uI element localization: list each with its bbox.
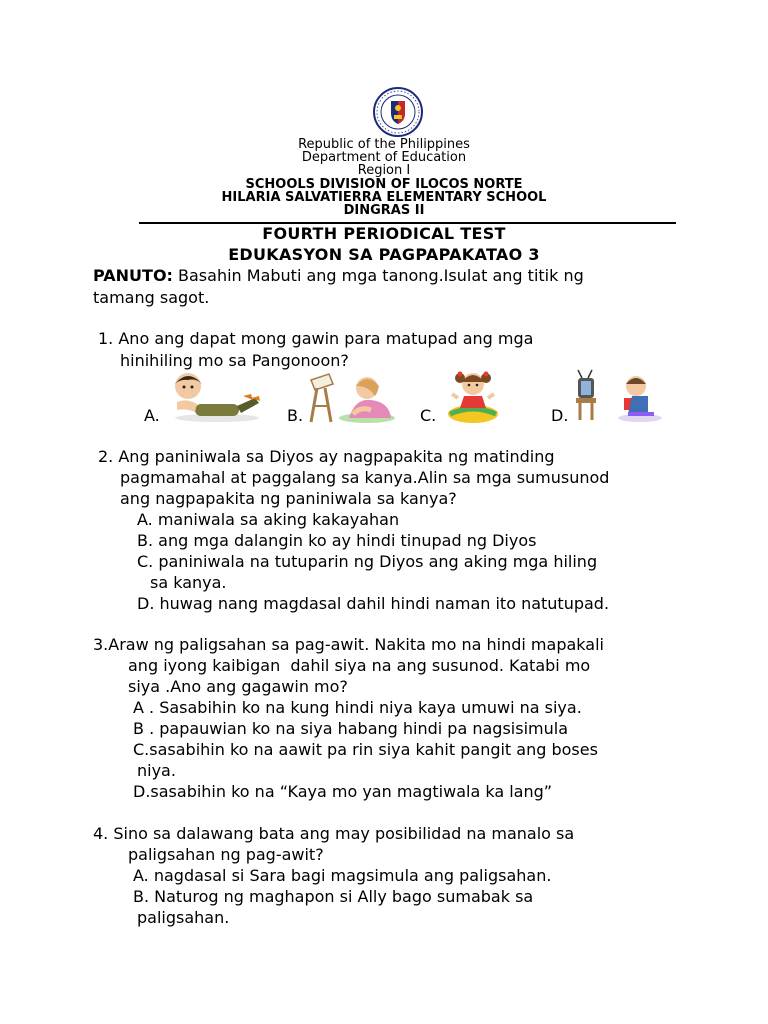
child-watching-tv-picture — [572, 368, 664, 424]
q2-option-c: C. paniniwala na tutuparin ng Diyos ang aking mga hiling — [137, 552, 598, 571]
q1-option-d: D. — [551, 406, 569, 425]
q3-option-b: B . papauwian ko na siya habang hindi pa nagsisimula — [133, 719, 568, 738]
q1-option-b: B. — [287, 406, 304, 425]
child-with-easel-picture — [305, 368, 397, 424]
q4-option-b-cont: paligsahan. — [137, 908, 230, 927]
instructions-line-2: tamang sagot. — [93, 288, 210, 307]
header-republic: Republic of the Philippines — [298, 137, 470, 152]
child-lying-picture — [165, 368, 263, 424]
q2-option-d: D. huwag nang magdasal dahil hindi naman ito natutupad. — [137, 594, 610, 613]
q4-option-a: A. nagdasal si Sara bagi magsimula ang paligsahan. — [133, 866, 552, 885]
q2-option-c-cont: sa kanya. — [150, 573, 227, 592]
header-school: HILARIA SALVATIERRA ELEMENTARY SCHOOL — [221, 190, 547, 205]
q2-line-2: pagmamahal at paggalang sa kanya.Alin sa mga sumusunod — [120, 468, 610, 487]
instructions-text: Basahin Mabuti ang mga tanong.Isulat ang titik ng — [172, 266, 584, 285]
girl-on-ball-picture — [440, 368, 506, 424]
q2-option-b: B. ang mga dalangin ko ay hindi tinupad ng Diyos — [137, 531, 537, 550]
instructions-label: PANUTO: — [93, 266, 173, 285]
q2-option-a: A. maniwala sa aking kakayahan — [137, 510, 400, 529]
q1-line-2: hinihiling mo sa Pangonoon? — [120, 351, 349, 370]
q3-option-a: A . Sasabihin ko na kung hindi niya kaya umuwi na siya. — [133, 698, 582, 717]
q1-option-a: A. — [144, 406, 160, 425]
header-region: Region I — [357, 163, 411, 178]
header-department: Department of Education — [301, 150, 467, 165]
q1-line-1: 1. Ano ang dapat mong gawin para matupad ang mga — [98, 329, 534, 348]
test-subject: EDUKASYON SA PAGPAPAKATAO 3 — [228, 245, 540, 264]
deped-seal-logo — [363, 86, 433, 138]
header-division: SCHOOLS DIVISION OF ILOCOS NORTE — [245, 177, 523, 192]
q3-option-c: C.sasabihin ko na aawit pa rin siya kahit pangit ang boses — [133, 740, 598, 759]
q4-line-2: paligsahan ng pag-awit? — [128, 845, 324, 864]
q4-option-b: B. Naturog ng maghapon si Ally bago sumabak sa — [133, 887, 534, 906]
q3-line-2: ang iyong kaibigan dahil siya na ang susunod. Katabi mo — [128, 656, 591, 675]
test-title: FOURTH PERIODICAL TEST — [262, 224, 506, 243]
q4-line-1: 4. Sino sa dalawang bata ang may posibilidad na manalo sa — [93, 824, 575, 843]
q3-option-c-cont: niya. — [137, 761, 176, 780]
q2-line-1: 2. Ang paniniwala sa Diyos ay nagpapakita ng matinding — [98, 447, 555, 466]
q3-option-d: D.sasabihin ko na “Kaya mo yan magtiwala ka lang” — [133, 782, 553, 801]
instructions-line-1 — [93, 266, 584, 286]
header-district: DINGRAS II — [343, 203, 425, 218]
q1-option-c: C. — [420, 406, 437, 425]
q2-line-3: ang nagpapakita ng paniniwala sa kanya? — [120, 489, 457, 508]
q3-line-3: siya .Ano ang gagawin mo? — [128, 677, 348, 696]
q3-line-1: 3.Araw ng paligsahan sa pag-awit. Nakita mo na hindi mapakali — [93, 635, 604, 654]
